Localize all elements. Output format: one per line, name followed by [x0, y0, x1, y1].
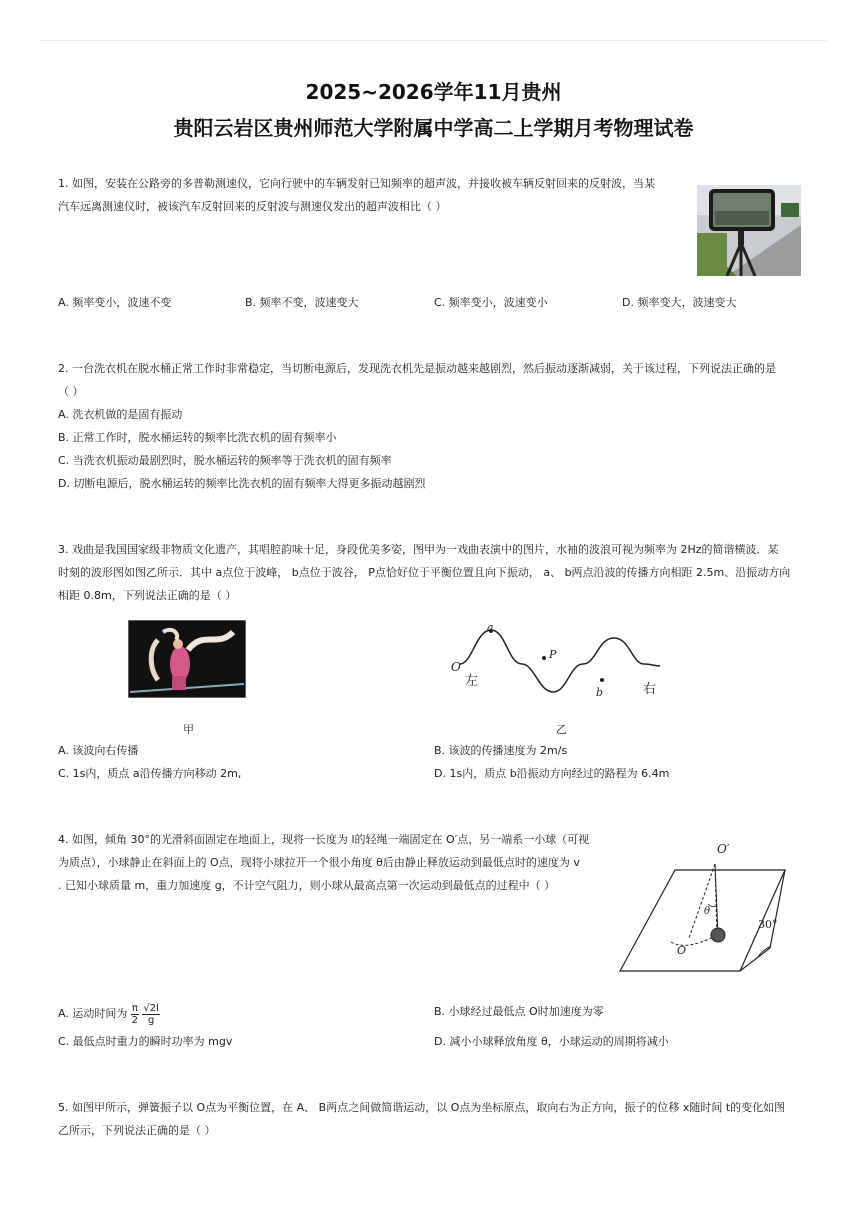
q4-option-a-prefix: A. 运动时间为	[58, 1007, 128, 1020]
ball	[711, 928, 725, 942]
q4-option-d[interactable]: D. 减小小球释放角度 θ，小球运动的周期将减小	[434, 1035, 669, 1048]
q3-stem-line2: 时刻的波形图如图乙所示．其中 a点位于波峰， b点位于波谷， P点恰好位于平衡位置且向下振动， a、 b两点沿波的传播方向相距 2.5m、沿振动方向	[58, 566, 791, 579]
q3-option-a[interactable]: A. 该波向右传播	[58, 744, 139, 757]
label-o: O	[677, 944, 687, 957]
exam-title-line1: 2025~2026学年11月贵州	[305, 80, 562, 104]
q1-speed-radar-photo	[697, 185, 801, 276]
q1-option-c[interactable]: C. 频率变小，波速变小	[434, 296, 548, 309]
q3-option-b[interactable]: B. 该波的传播速度为 2m/s	[434, 744, 568, 757]
q4-option-c[interactable]: C. 最低点时重力的瞬时功率为 mgv	[58, 1035, 233, 1048]
q1-stem-line1: 1. 如图，安装在公路旁的多普勒测速仪，它向行驶中的车辆发射已知频率的超声波，并接收被车辆反射回来的反射波，当某	[58, 177, 655, 190]
q4-option-a[interactable]	[58, 1001, 160, 1027]
point-p-dot	[542, 656, 546, 660]
q2-stem-line1: 2. 一台洗衣机在脱水桶正常工作时非常稳定，当切断电源后，发现洗衣机先是振动越来越剧烈，然后振动逐渐减弱，关于该过程，下列说法正确的是	[58, 362, 776, 375]
q4-option-a-fraction-sqrt: $\frac{√2l}{g}$	[143, 1002, 159, 1026]
q1-stem-line2: 汽车远离测速仪时，被该汽车反射回来的反射波与测速仪发出的超声波相比（ ）	[58, 200, 447, 213]
q4-stem-line3: . 已知小球质量 m，重力加速度 g，不计空气阻力，则小球从最高点第一次运动到最低点的过程中（ ）	[58, 879, 556, 892]
q2-stem-line2: （ ）	[58, 385, 84, 398]
q1-option-b[interactable]: B. 频率不变，波速变大	[245, 296, 359, 309]
q1-option-d[interactable]: D. 频率变大，波速变大	[622, 296, 737, 309]
wave-label-o: O	[451, 660, 461, 674]
q3-option-c[interactable]: C. 1s内，质点 a沿传播方向移动 2m,	[58, 767, 242, 780]
wave-label-right: 右	[643, 682, 657, 697]
label-theta: θ	[704, 906, 711, 917]
wave-label-a: a	[487, 621, 494, 634]
q4-incline-diagram	[615, 838, 795, 978]
q3-opera-photo	[128, 620, 246, 698]
wave-label-left: 左	[465, 674, 479, 689]
q3-caption-jia: 甲	[183, 723, 194, 736]
q5-stem-line2: 乙所示，下列说法正确的是（ ）	[58, 1124, 216, 1137]
point-b-dot	[600, 678, 604, 682]
q3-stem-line1: 3. 戏曲是我国国家级非物质文化遗产，其唱腔韵味十足，身段优美多姿，图甲为一戏曲表演中的图片，水袖的波浪可视为频率为 2Hz的简谐横波．某	[58, 543, 779, 556]
exam-title-line2: 贵阳云岩区贵州师范大学附属中学高二上学期月考物理试卷	[173, 116, 694, 140]
label-o-prime: O′	[717, 842, 730, 856]
q5-stem-line1: 5. 如图甲所示，弹簧振子以 O点为平衡位置，在 A、 B两点之间做简谐运动，以 O点为坐标原点，取向右为正方向，振子的位移 x随时间 t的变化如图	[58, 1101, 786, 1114]
wave-label-b: b	[596, 686, 604, 699]
q4-stem-line1: 4. 如图，倾角 30°的光滑斜面固定在地面上，现将一长度为 l的轻绳一端固定在 O′点，另一端系一小球（可视	[58, 833, 590, 846]
q4-option-b[interactable]: B. 小球经过最低点 O时加速度为零	[434, 1005, 604, 1018]
q1-option-a[interactable]: A. 频率变小，波速不变	[58, 296, 172, 309]
q2-option-c[interactable]: C. 当洗衣机振动最剧烈时，脱水桶运转的频率等于洗衣机的固有频率	[58, 454, 392, 467]
q4-option-a-fraction-pi-2: $\frac{\pi}{2}$	[131, 1002, 139, 1026]
q2-option-b[interactable]: B. 正常工作时，脱水桶运转的频率比洗衣机的固有频率小	[58, 431, 337, 444]
header-divider	[40, 40, 827, 41]
q2-option-d[interactable]: D. 切断电源后，脱水桶运转的频率比洗衣机的固有频率大得更多振动越剧烈	[58, 477, 426, 490]
q3-stem-line3: 相距 0.8m，下列说法正确的是（ ）	[58, 589, 237, 602]
q4-stem-line2: 为质点），小球静止在斜面上的 O点，现将小球拉开一个很小角度 θ后由静止释放运动到最低点时的速度为 v	[58, 856, 580, 869]
label-30-degrees: 30°	[758, 918, 778, 931]
q2-option-a[interactable]: A. 洗衣机做的是固有振动	[58, 408, 183, 421]
wave-label-p: P	[549, 648, 557, 661]
q3-caption-yi: 乙	[556, 723, 567, 736]
q3-wave-diagram	[446, 620, 666, 704]
q3-option-d[interactable]: D. 1s内，质点 b沿振动方向经过的路程为 6.4m	[434, 767, 670, 780]
wave-curve	[460, 630, 660, 692]
